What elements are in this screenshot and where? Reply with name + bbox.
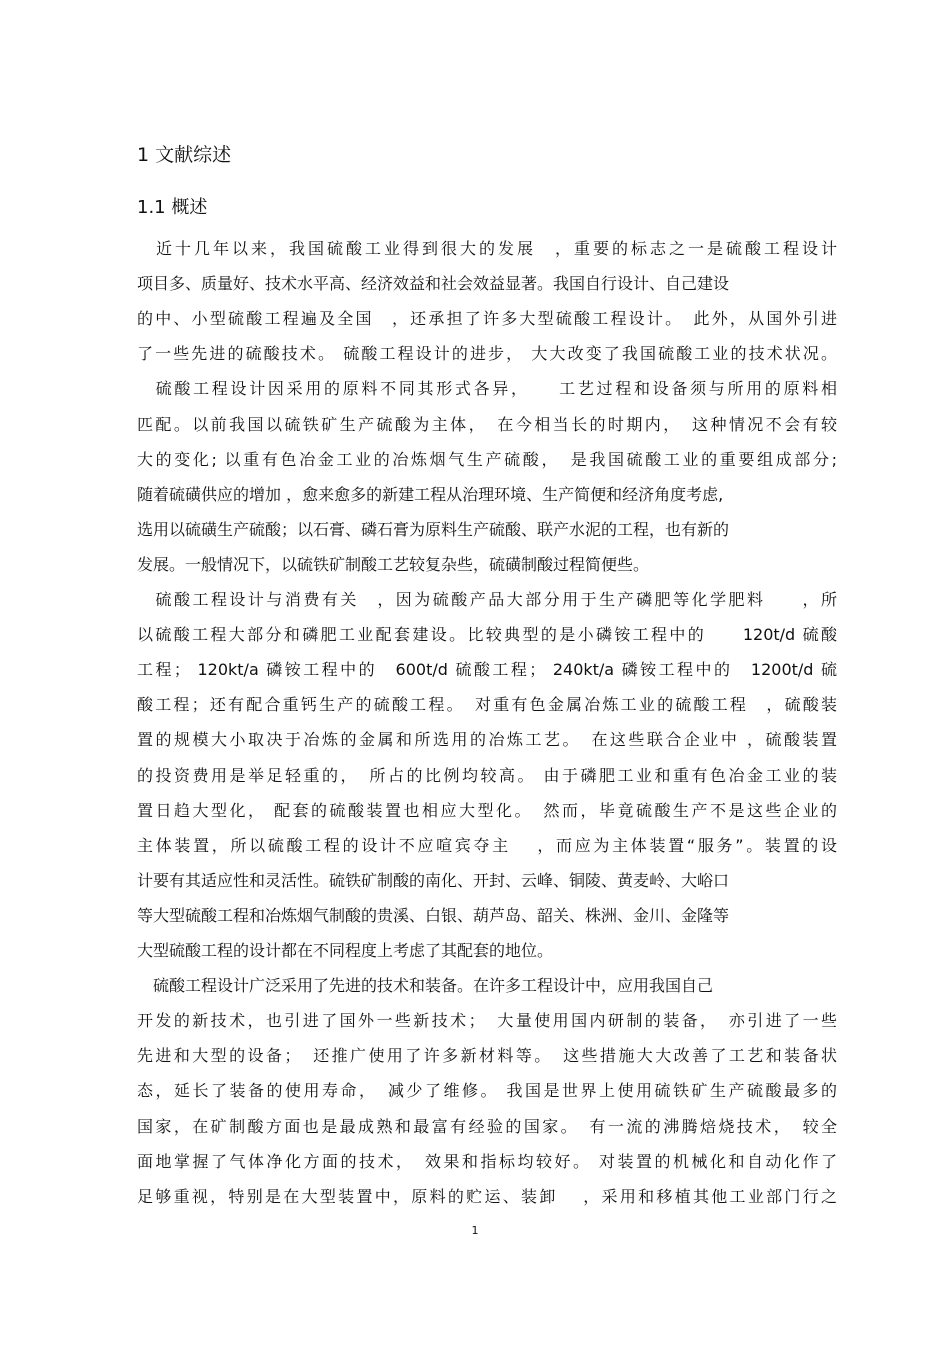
text-line: 计要有其适应性和灵活性。硫铁矿制酸的南化、开封、云峰、铜陵、黄麦岭、大峪口 [137, 871, 730, 890]
text-line: 了一些先进的硫酸技术。 硫酸工程设计的进步， 大大改变了我国硫酸工业的技术状况。 [137, 344, 837, 363]
text-line: 硫酸工程设计广泛采用了先进的技术和装备。在许多工程设计中，应用我国自己 [137, 976, 714, 995]
text-line: 硫酸工程设计与消费有关 ，因为硫酸产品大部分用于生产磷肥等化学肥料 ，所 [137, 590, 837, 609]
text-line: 酸工程；还有配合重钙生产的硫酸工程。 对重有色金属冶炼工业的硫酸工程 ，硫酸装 [137, 695, 837, 714]
text-line: 发展。一般情况下，以硫铁矿制酸工艺较复杂些，硫磺制酸过程简便些。 [137, 555, 650, 574]
section-heading: 1 文献综述 [137, 144, 232, 166]
text-line: 项目多、质量好、技术水平高、经济效益和社会效益显著。我国自行设计、自己建设 [137, 274, 730, 293]
text-line: 以硫酸工程大部分和磷肥工业配套建设。比较典型的是小磷铵工程中的 120t/d 硫酸 [137, 625, 837, 644]
text-line: 先进和大型的设备； 还推广使用了许多新材料等。 这些措施大大改善了工艺和装备状 [137, 1046, 837, 1065]
text-line: 选用以硫磺生产硫酸；以石膏、磷石膏为原料生产硫酸、联产水泥的工程，也有新的 [137, 520, 730, 539]
text-line: 大的变化; 以重有色冶金工业的冶炼烟气生产硫酸， 是我国硫酸工业的重要组成部分; [137, 450, 837, 469]
subsection-heading: 1.1 概述 [137, 197, 208, 218]
text-line: 的中、小型硫酸工程遍及全国 ，还承担了许多大型硫酸工程设计。 此外，从国外引进 [137, 309, 837, 328]
text-line: 工程； 120kt/a 磷铵工程中的 600t/d 硫酸工程； 240kt/a 磷铵工程中的 1200t/d 硫 [137, 660, 837, 679]
page-number: 1 [471, 1224, 479, 1237]
text-line: 置的规模大小取决于冶炼的金属和所选用的冶炼工艺。 在这些联合企业中 ，硫酸装置 [137, 730, 837, 749]
text-line: 面地掌握了气体净化方面的技术， 效果和指标均较好。 对装置的机械化和自动化作了 [137, 1152, 837, 1171]
text-line: 置日趋大型化， 配套的硫酸装置也相应大型化。 然而，毕竟硫酸生产不是这些企业的 [137, 801, 837, 820]
text-line: 主体装置，所以硫酸工程的设计不应喧宾夺主 ，而应为主体装置“服务”。装置的设 [137, 836, 837, 855]
text-line: 等大型硫酸工程和冶炼烟气制酸的贵溪、白银、葫芦岛、韶关、株洲、金川、金隆等 [137, 906, 730, 925]
text-line: 大型硫酸工程的设计都在不同程度上考虑了其配套的地位。 [137, 941, 554, 960]
text-line: 硫酸工程设计因采用的原料不同其形式各异， 工艺过程和设备须与所用的原料相 [137, 379, 837, 398]
text-line: 国家，在矿制酸方面也是最成熟和最富有经验的国家。 有一流的沸腾焙烧技术， 较全 [137, 1117, 837, 1136]
text-line: 的投资费用是举足轻重的， 所占的比例均较高。 由于磷肥工业和重有色冶金工业的装 [137, 766, 837, 785]
text-line: 匹配。以前我国以硫铁矿生产硫酸为主体， 在今相当长的时期内， 这种情况不会有较 [137, 415, 837, 434]
text-line: 近十几年以来，我国硫酸工业得到很大的发展 ，重要的标志之一是硫酸工程设计 [137, 239, 837, 258]
text-line: 开发的新技术，也引进了国外一些新技术； 大量使用国内研制的装备， 亦引进了一些 [137, 1011, 837, 1030]
text-line: 随着硫磺供应的增加 ，愈来愈多的新建工程从治理环境、生产简便和经济角度考虑, [137, 485, 724, 504]
text-line: 足够重视，特别是在大型装置中，原料的贮运、装卸 ，采用和移植其他工业部门行之 [137, 1187, 837, 1206]
text-line: 态，延长了装备的使用寿命， 减少了维修。 我国是世界上使用硫铁矿生产硫酸最多的 [137, 1081, 837, 1100]
